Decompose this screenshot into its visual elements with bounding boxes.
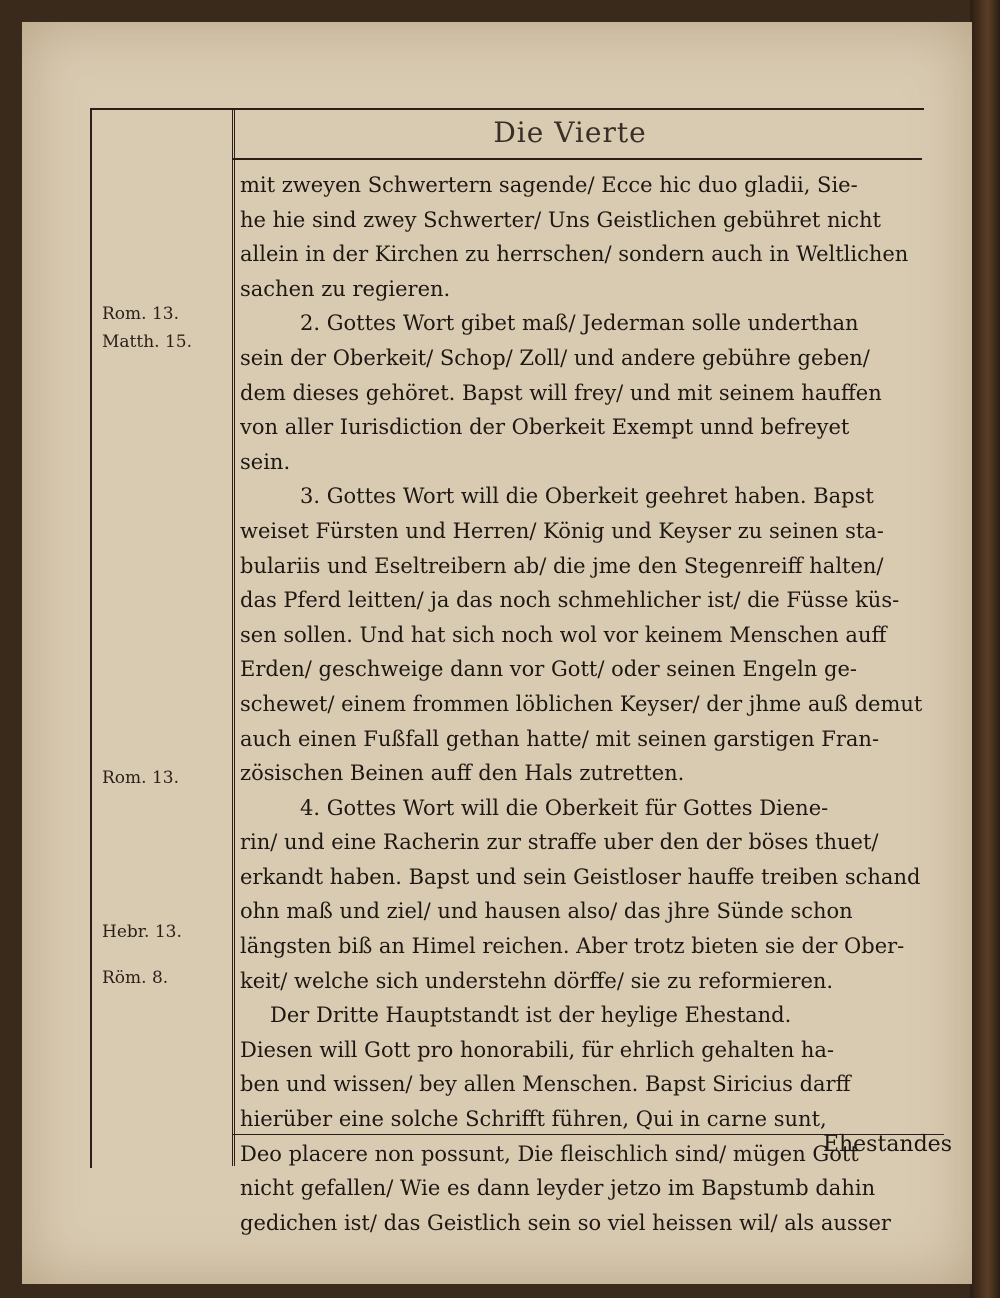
body-text [240,168,930,1240]
text-line: gedichen ist/ das Geistlich sein so viel heissen wil/ als ausser [240,1210,891,1235]
text-line: mit zweyen Schwertern sagende/ Ecce hic duo gladii, Sie- [240,173,858,197]
text-line: Diesen will Gott pro honorabili, für ehrlich gehalten ha- [240,1037,835,1062]
text-line: sachen zu regieren. [240,276,451,301]
text-line: Erden/ geschweige dann vor Gott/ oder seinen Engeln ge- [240,657,857,682]
text-line: 4. Gottes Wort will die Oberkeit für Gottes Diene- [300,795,829,820]
text-line: Der Dritte Hauptstandt ist der heylige Ehestand. [270,1003,792,1028]
running-head: Die Vierte [493,116,647,149]
text-line: 2. Gottes Wort gibet maß/ Jederman solle underthan [300,311,859,336]
margin-rule [232,108,235,1166]
text-line: bulariis und Eseltreibern ab/ die jme den Stegenreiff halten/ [240,553,884,578]
text-line: erkandt haben. Bapst und sein Geistloser hauffe treiben schand [240,864,921,889]
text-line: sen sollen. Und hat sich noch wol vor keinem Menschen auff [240,622,887,647]
text-line: nicht gefallen/ Wie es dann leyder jetzo im Bapstumb dahin [240,1176,876,1201]
text-line: schewet/ einem frommen löblichen Keyser/ der jhme auß demut [240,691,923,716]
text-line: von aller Iurisdiction der Oberkeit Exempt unnd befreyet [240,415,850,440]
text-line: ohn maß und ziel/ und hausen also/ das jhre Sünde schon [240,899,853,924]
text-line: sein. [240,449,291,474]
text-line: zösischen Beinen auff den Hals zutretten. [240,761,685,786]
header-rule [232,158,922,160]
text-line: keit/ welche sich understehn dörffe/ sie zu reformieren. [240,968,834,993]
margin-note-rom-8: Röm. 8. [102,968,169,988]
text-line: sein der Oberkeit/ Schop/ Zoll/ und andere gebühre geben/ [240,345,870,370]
text-line: 3. Gottes Wort will die Oberkeit geehret haben. Bapst [300,484,874,509]
book-binding [970,0,1000,1298]
text-line: Deo placere non possunt, Die fleischlich sind/ mügen Gott [240,1141,859,1166]
margin-note-matth-15: Matth. 15. [102,332,192,352]
text-line: weiset Fürsten und Herren/ König und Keyser zu seinen sta- [240,518,884,543]
text-line: he hie sind zwey Schwerter/ Uns Geistlichen gebühret nicht [240,207,881,232]
text-line: rin/ und eine Racherin zur straffe uber den der böses thuet/ [240,830,879,855]
margin-note-rom-13: Rom. 13. [102,304,179,324]
text-line: dem dieses gehöret. Bapst will frey/ und mit seinem hauffen [240,380,882,405]
text-line: längsten biß an Himel reichen. Aber trotz bieten sie der Ober- [240,934,905,959]
text-line: auch einen Fußfall gethan hatte/ mit seinen garstigen Fran- [240,726,880,751]
text-line: hierüber eine solche Schrifft führen, Qui in carne sunt, [240,1107,827,1132]
margin-note-hebr-13: Hebr. 13. [102,922,182,942]
text-line: das Pferd leitten/ ja das noch schmehlicher ist/ die Füsse küs- [240,588,900,613]
text-line: ben und wissen/ bey allen Menschen. Bapst Siricius darff [240,1072,851,1097]
margin-note-rom-13-b: Rom. 13. [102,768,179,788]
text-line: allein in der Kirchen zu herrschen/ sondern auch in Weltlichen [240,242,909,267]
catchword: Ehestandes [822,1132,952,1157]
